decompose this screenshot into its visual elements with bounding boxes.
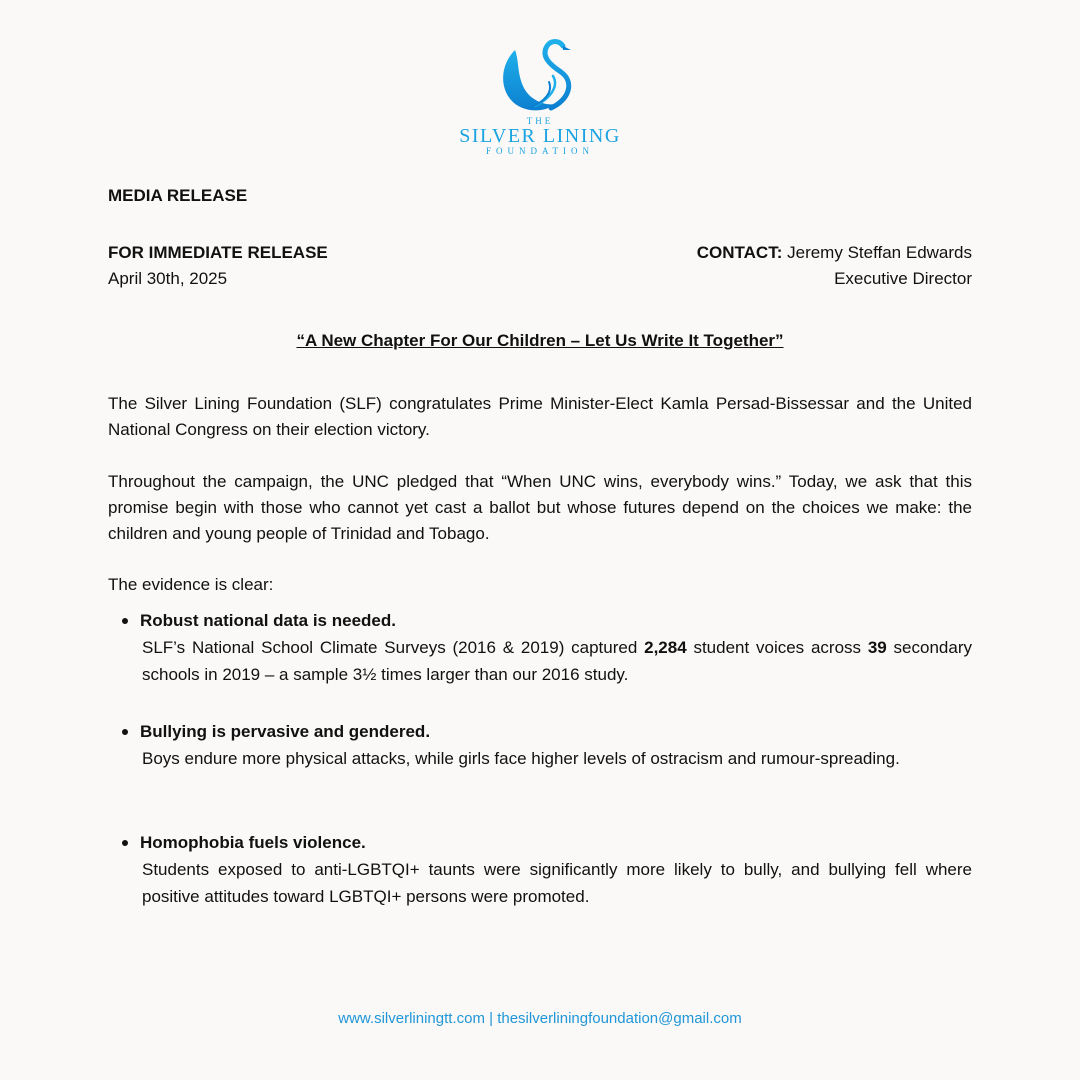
release-date: April 30th, 2025 bbox=[108, 269, 228, 288]
logo-foundation-text: FOUNDATION bbox=[486, 146, 594, 156]
bullet-body-text: student voices across bbox=[686, 638, 868, 657]
contact-info bbox=[542, 240, 972, 292]
list-item bbox=[108, 607, 972, 688]
bullet-body bbox=[142, 634, 972, 688]
campaign-paragraph: Throughout the campaign, the UNC pledged that “When UNC wins, everybody wins.” Today, we ask that this promise begin with those who cannot yet cast a ballot but whose futures depend on the choices we make: the children and young people of Trinidad and Tobago. bbox=[108, 472, 972, 543]
student-count: 2,284 bbox=[644, 638, 687, 657]
release-info bbox=[108, 240, 538, 292]
media-release-heading: MEDIA RELEASE bbox=[108, 186, 248, 205]
release-headline: “A New Chapter For Our Children – Let Us Write It Together” bbox=[296, 331, 784, 350]
contact-line bbox=[542, 240, 972, 266]
logo-name-text: SILVER LINING bbox=[459, 125, 621, 147]
bullet-body: Boys endure more physical attacks, while girls face higher levels of ostracism and rumour-spreading. bbox=[142, 749, 900, 768]
contact-label: CONTACT: bbox=[696, 243, 783, 262]
bullet-body-text: secondary schools in 2019 – a sample 3½ times larger than our 2016 study. bbox=[142, 638, 972, 684]
bullet-title: Bullying is pervasive and gendered. bbox=[140, 722, 431, 741]
congratulations-paragraph: The Silver Lining Foundation (SLF) congratulates Prime Minister-Elect Kamla Persad-Bissessar and the United National Congress on their election victory. bbox=[108, 394, 972, 439]
bullet-dot bbox=[122, 729, 128, 735]
email-link[interactable]: thesilverliningfoundation@gmail.com bbox=[497, 1010, 742, 1027]
bullet-title: Homophobia fuels violence. bbox=[140, 833, 366, 852]
logo-the-text: THE bbox=[526, 116, 554, 126]
bullet-body: Students exposed to anti-LGBTQI+ taunts were significantly more likely to bully, and bullying fell where positive attitudes toward LGBTQI+ persons were promoted. bbox=[142, 860, 972, 906]
list-item bbox=[108, 829, 972, 910]
list-item bbox=[108, 718, 972, 772]
evidence-intro: The evidence is clear: bbox=[108, 575, 274, 594]
swan-logo-icon bbox=[495, 34, 585, 114]
bullet-dot bbox=[122, 840, 128, 846]
website-link[interactable]: www.silverliningtt.com bbox=[338, 1010, 485, 1027]
footer-separator: | bbox=[484, 1010, 498, 1027]
bullet-title: Robust national data is needed. bbox=[140, 611, 396, 630]
foundation-logo bbox=[0, 34, 1080, 157]
school-count: 39 bbox=[867, 638, 887, 657]
bullet-body-text: SLF’s National School Climate Surveys (2016 & 2019) captured bbox=[142, 638, 645, 657]
contact-title: Executive Director bbox=[834, 269, 972, 288]
contact-name: Jeremy Steffan Edwards bbox=[787, 243, 972, 262]
release-label: FOR IMMEDIATE RELEASE bbox=[108, 243, 328, 262]
footer-contact bbox=[0, 1010, 1080, 1027]
bullet-dot bbox=[122, 618, 128, 624]
